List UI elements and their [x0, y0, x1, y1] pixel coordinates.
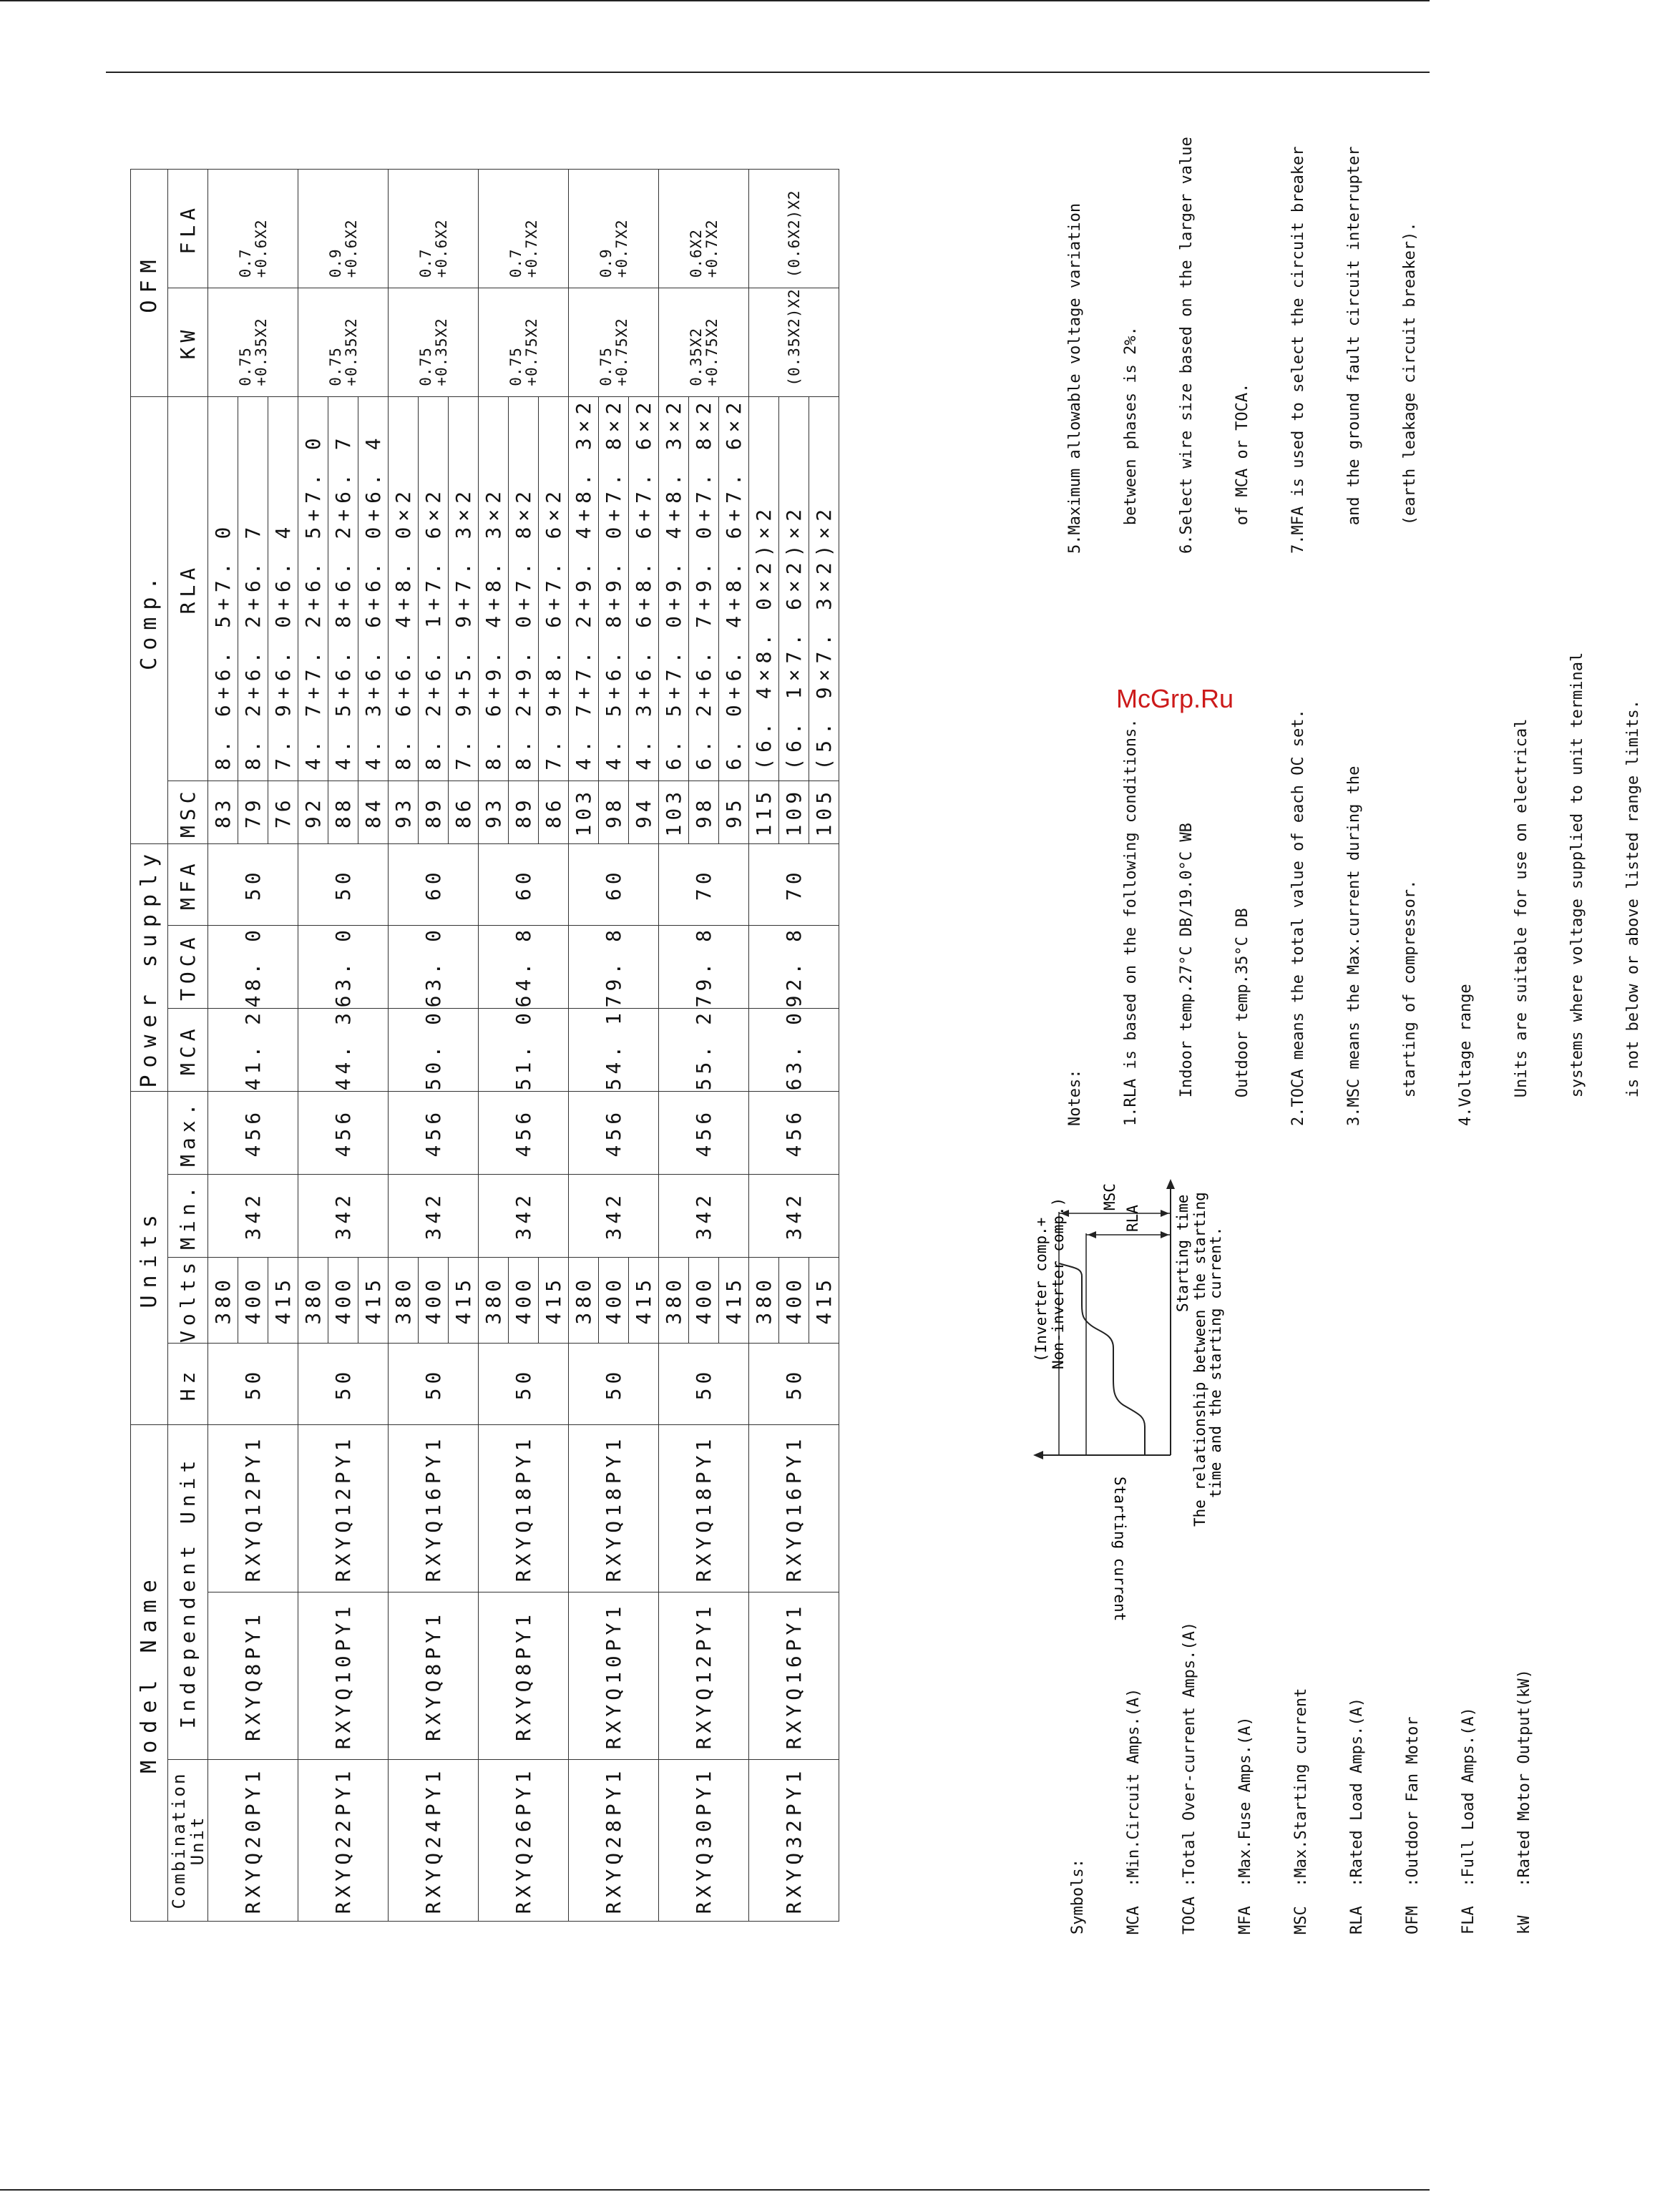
diagram-caption-1: The relationship between the starting	[1191, 1192, 1208, 1527]
volts-cell: 380	[389, 1257, 419, 1343]
rla-cell: 8. 2+9. 0+7. 8×2	[509, 396, 539, 781]
volts-cell: 415	[449, 1257, 479, 1343]
mfa-cell: 50	[208, 843, 298, 925]
notes-title: Notes:	[1066, 1069, 1084, 1126]
combination-unit-cell: RXYQ30PY1	[659, 1760, 749, 1922]
rla-cell: 8. 2+6. 1+7. 6×2	[419, 396, 449, 781]
table-row	[298, 170, 328, 1922]
electrical-data-table	[130, 169, 839, 1922]
independent-unit-1-cell: RXYQ8PY1	[208, 1592, 298, 1760]
symbol-fla: FLA :Full Load Amps.(A)	[1460, 1707, 1478, 1934]
rla-cell: (6. 4×8. 0×2)×2	[749, 396, 779, 781]
volts-cell: 415	[719, 1257, 749, 1343]
starting-current-diagram	[1030, 1148, 1224, 1622]
mfa-header: MFA	[168, 843, 208, 925]
rla-cell: 7. 9+8. 6+7. 6×2	[539, 396, 569, 781]
independent-unit-2-cell: RXYQ16PY1	[749, 1425, 839, 1592]
volts-cell: 380	[479, 1257, 509, 1343]
note-4: 4.Voltage range	[1457, 984, 1475, 1126]
note-3-cont: starting of compressor.	[1401, 879, 1419, 1126]
hz-cell: 50	[569, 1344, 659, 1425]
note-4-line-4: is not below or above listed range limits.	[1624, 699, 1642, 1126]
max-volts-cell: 456	[208, 1091, 298, 1174]
volts-cell: 415	[809, 1257, 839, 1343]
combination-unit-cell: RXYQ24PY1	[389, 1760, 479, 1922]
mfa-cell: 60	[389, 843, 479, 925]
mca-cell: 54. 1	[569, 1008, 659, 1091]
msc-cell: 93	[389, 781, 419, 843]
rla-cell: 7. 9+5. 9+7. 3×2	[449, 396, 479, 781]
hz-cell: 50	[298, 1344, 389, 1425]
toca-header: TOCA	[168, 925, 208, 1008]
hz-cell: 50	[208, 1344, 298, 1425]
hz-cell: 50	[749, 1344, 839, 1425]
mca-cell: 41. 2	[208, 1008, 298, 1091]
rla-arrow-icon	[1088, 1231, 1096, 1238]
volts-cell: 380	[569, 1257, 599, 1343]
msc-cell: 83	[208, 781, 238, 843]
x-axis-label: Starting time	[1174, 1194, 1191, 1312]
note-7-cont: and the ground fault circuit interrupter	[1345, 146, 1363, 554]
combination-unit-cell: RXYQ28PY1	[569, 1760, 659, 1922]
symbol-mca: MCA :Min.Circuit Amps.(A)	[1125, 1688, 1143, 1934]
note-7: 7.MFA is used to select the circuit breaker	[1289, 146, 1307, 554]
combination-unit-cell: RXYQ26PY1	[479, 1760, 569, 1922]
msc-cell: 95	[719, 781, 749, 843]
independent-unit-1-cell: RXYQ10PY1	[569, 1592, 659, 1760]
mfa-cell: 70	[659, 843, 749, 925]
min-volts-cell: 342	[479, 1174, 569, 1257]
msc-cell: 76	[268, 781, 298, 843]
independent-unit-header: Independent Unit	[168, 1425, 208, 1760]
volts-cell: 380	[749, 1257, 779, 1343]
inverter-label: (Inverter comp.+	[1032, 1217, 1050, 1362]
ofm-kw-cell: 0.75 +0.35X2	[298, 288, 389, 396]
power-supply-header: Power supply	[131, 843, 168, 1091]
independent-unit-2-cell: RXYQ18PY1	[479, 1425, 569, 1592]
note-6-cont: of MCA or TOCA.	[1234, 383, 1251, 554]
comp-header: Comp.	[131, 396, 168, 843]
ofm-kw-cell: 0.75 +0.35X2	[208, 288, 298, 396]
msc-cell: 103	[569, 781, 599, 843]
msc-cell: 115	[749, 781, 779, 843]
ofm-fla-cell: 0.9 +0.6X2	[298, 170, 389, 288]
volts-cell: 400	[419, 1257, 449, 1343]
ofm-header: OFM	[131, 170, 168, 396]
volts-cell: 380	[659, 1257, 689, 1343]
units-header: Units	[131, 1091, 168, 1424]
toca-cell: 63. 0	[389, 925, 479, 1008]
combination-unit-cell: RXYQ32PY1	[749, 1760, 839, 1922]
independent-unit-2-cell: RXYQ18PY1	[569, 1425, 659, 1592]
table-row	[479, 170, 509, 1922]
max-header: Max.	[168, 1091, 208, 1174]
min-header: Min.	[168, 1174, 208, 1257]
rla-arrow-bottom-icon	[1161, 1231, 1169, 1238]
watermark-logo: McGrp.Ru	[1116, 684, 1234, 713]
rla-header: RLA	[168, 396, 208, 781]
note-4-line-3: systems where voltage supplied to unit terminal	[1568, 652, 1586, 1126]
independent-unit-2-cell: RXYQ12PY1	[298, 1425, 389, 1592]
table-row	[569, 170, 599, 1922]
max-volts-cell: 456	[569, 1091, 659, 1174]
mca-cell: 44. 3	[298, 1008, 389, 1091]
symbols-legend	[1032, 1622, 1571, 1934]
msc-cell: 98	[689, 781, 719, 843]
volts-cell: 400	[689, 1257, 719, 1343]
max-volts-cell: 456	[659, 1091, 749, 1174]
rla-cell: 6. 2+6. 7+9. 0+7. 8×2	[689, 396, 719, 781]
rla-cell: 4. 3+6. 6+6. 0+6. 4	[358, 396, 389, 781]
ofm-kw-cell: 0.75 +0.75X2	[569, 288, 659, 396]
model-name-header: Model Name	[131, 1425, 168, 1922]
y-axis-label: Starting current	[1111, 1477, 1128, 1622]
volts-cell: 380	[208, 1257, 238, 1343]
min-volts-cell: 342	[749, 1174, 839, 1257]
rla-cell: 8. 6+9. 4+8. 3×2	[479, 396, 509, 781]
toca-cell: 92. 8	[749, 925, 839, 1008]
kw-header: KW	[168, 288, 208, 396]
volts-cell: 400	[238, 1257, 268, 1343]
volts-cell: 400	[779, 1257, 809, 1343]
msc-cell: 89	[419, 781, 449, 843]
y-axis-arrow-icon	[1033, 1451, 1043, 1459]
table-row	[749, 170, 779, 1922]
msc-arrow-bottom-icon	[1161, 1210, 1169, 1217]
symbol-kw: kW :Rated Motor Output(kW)	[1515, 1669, 1533, 1934]
toca-cell: 64. 8	[479, 925, 569, 1008]
toca-cell: 48. 0	[208, 925, 298, 1008]
max-volts-cell: 456	[389, 1091, 479, 1174]
volts-cell: 400	[328, 1257, 358, 1343]
symbol-mfa: MFA :Max.Fuse Amps.(A)	[1236, 1716, 1254, 1934]
rla-cell: 8. 2+6. 2+6. 7	[238, 396, 268, 781]
rla-cell: 7. 9+6. 0+6. 4	[268, 396, 298, 781]
volts-cell: 415	[539, 1257, 569, 1343]
symbol-ofm: OFM :Outdoor Fan Motor	[1404, 1716, 1422, 1934]
msc-cell: 93	[479, 781, 509, 843]
independent-unit-2-cell: RXYQ18PY1	[659, 1425, 749, 1592]
current-curve	[1082, 1276, 1145, 1455]
combination-unit-cell: RXYQ22PY1	[298, 1760, 389, 1922]
volts-cell: 415	[629, 1257, 659, 1343]
max-volts-cell: 456	[298, 1091, 389, 1174]
msc-label: MSC	[1101, 1183, 1118, 1210]
ofm-kw-cell: 0.75 +0.75X2	[479, 288, 569, 396]
hz-cell: 50	[479, 1344, 569, 1425]
rla-cell: 4. 5+6. 8+6. 2+6. 7	[328, 396, 358, 781]
ofm-fla-cell: (0.6X2)X2	[749, 170, 839, 288]
min-volts-cell: 342	[389, 1174, 479, 1257]
table-body	[208, 170, 839, 1922]
ofm-kw-cell: (0.35X2)X2	[749, 288, 839, 396]
msc-cell: 79	[238, 781, 268, 843]
mfa-cell: 60	[479, 843, 569, 925]
rla-cell: 4. 7+7. 2+6. 5+7. 0	[298, 396, 328, 781]
note-1-indoor: Indoor temp.27°C DB/19.0°C WB	[1178, 823, 1196, 1126]
mca-cell: 51. 0	[479, 1008, 569, 1091]
fla-header: FLA	[168, 170, 208, 288]
ofm-kw-cell: 0.75 +0.35X2	[389, 288, 479, 396]
msc-cell: 86	[539, 781, 569, 843]
hz-cell: 50	[389, 1344, 479, 1425]
combination-unit-header: Combination Unit	[168, 1760, 208, 1922]
rla-cell: 4. 7+7. 2+9. 4+8. 3×2	[569, 396, 599, 781]
ofm-fla-cell: 0.7 +0.6X2	[389, 170, 479, 288]
independent-unit-2-cell: RXYQ16PY1	[389, 1425, 479, 1592]
min-volts-cell: 342	[569, 1174, 659, 1257]
ofm-fla-cell: 0.7 +0.6X2	[208, 170, 298, 288]
rla-cell: 4. 5+6. 8+9. 0+7. 8×2	[599, 396, 629, 781]
independent-unit-1-cell: RXYQ10PY1	[298, 1592, 389, 1760]
msc-cell: 105	[809, 781, 839, 843]
rla-cell: (6. 1×7. 6×2)×2	[779, 396, 809, 781]
mca-cell: 63. 0	[749, 1008, 839, 1091]
symbol-msc: MSC :Max.Starting current	[1292, 1688, 1310, 1934]
rla-cell: 6. 0+6. 4+8. 6+7. 6×2	[719, 396, 749, 781]
combination-unit-cell: RXYQ20PY1	[208, 1760, 298, 1922]
notes-block-2	[1029, 137, 1457, 554]
note-7-cont-2: (earth leakage circuit breaker).	[1401, 222, 1419, 554]
rla-label: RLA	[1124, 1205, 1141, 1232]
notes-block	[1029, 652, 1680, 1126]
note-2: 2.TOCA means the total value of each OC set.	[1289, 709, 1307, 1126]
msc-cell: 89	[509, 781, 539, 843]
mfa-cell: 50	[298, 843, 389, 925]
table-row	[389, 170, 419, 1922]
ofm-fla-cell: 0.9 +0.7X2	[569, 170, 659, 288]
toca-cell: 63. 0	[298, 925, 389, 1008]
note-4-line-2: Units are suitable for use on electrical	[1513, 718, 1530, 1126]
rla-cell: 6. 5+7. 0+9. 4+8. 3×2	[659, 396, 689, 781]
min-volts-cell: 342	[298, 1174, 389, 1257]
hz-cell: 50	[659, 1344, 749, 1425]
rla-cell: (5. 9×7. 3×2)×2	[809, 396, 839, 781]
note-6: 6.Select wire size based on the larger value	[1178, 137, 1196, 554]
note-1-outdoor: Outdoor temp.35°C DB	[1234, 908, 1251, 1126]
msc-cell: 98	[599, 781, 629, 843]
mca-header: MCA	[168, 1008, 208, 1091]
msc-header: MSC	[168, 781, 208, 843]
msc-cell: 86	[449, 781, 479, 843]
msc-cell: 103	[659, 781, 689, 843]
x-axis-arrow-icon	[1166, 1179, 1175, 1189]
independent-unit-2-cell: RXYQ12PY1	[208, 1425, 298, 1592]
mfa-cell: 70	[749, 843, 839, 925]
note-5-cont: between phases is 2%.	[1122, 326, 1140, 554]
msc-cell: 109	[779, 781, 809, 843]
max-volts-cell: 456	[749, 1091, 839, 1174]
non-inverter-label: Non-inverter comp.)	[1050, 1197, 1067, 1369]
volts-cell: 380	[298, 1257, 328, 1343]
ofm-kw-cell: 0.35X2 +0.75X2	[659, 288, 749, 396]
mca-cell: 55. 2	[659, 1008, 749, 1091]
volts-cell: 400	[599, 1257, 629, 1343]
ofm-fla-cell: 0.7 +0.7X2	[479, 170, 569, 288]
min-volts-cell: 342	[208, 1174, 298, 1257]
mfa-cell: 60	[569, 843, 659, 925]
symbols-title: Symbols:	[1069, 1859, 1087, 1934]
volts-cell: 400	[509, 1257, 539, 1343]
independent-unit-1-cell: RXYQ8PY1	[389, 1592, 479, 1760]
volts-cell: 415	[268, 1257, 298, 1343]
msc-cell: 88	[328, 781, 358, 843]
note-5: 5.Maximum allowable voltage variation	[1066, 202, 1084, 554]
symbol-rla: RLA :Rated Load Amps.(A)	[1348, 1697, 1366, 1934]
independent-unit-1-cell: RXYQ8PY1	[479, 1592, 569, 1760]
independent-unit-1-cell: RXYQ16PY1	[749, 1592, 839, 1760]
note-1: 1.RLA is based on the following conditions.	[1122, 718, 1140, 1126]
ofm-fla-cell: 0.6X2 +0.7X2	[659, 170, 749, 288]
diagram-caption-2: time and the starting current.	[1207, 1226, 1224, 1498]
msc-cell: 94	[629, 781, 659, 843]
table-row	[208, 170, 238, 1922]
hz-header: Hz	[168, 1344, 208, 1425]
volts-cell: 415	[358, 1257, 389, 1343]
max-volts-cell: 456	[479, 1091, 569, 1174]
symbol-toca: TOCA :Total Over-current Amps.(A)	[1181, 1621, 1198, 1934]
min-volts-cell: 342	[659, 1174, 749, 1257]
table-row	[659, 170, 689, 1922]
rla-cell: 4. 3+6. 6+8. 6+7. 6×2	[629, 396, 659, 781]
toca-cell: 79. 8	[659, 925, 749, 1008]
msc-cell: 92	[298, 781, 328, 843]
rla-cell: 8. 6+6. 5+7. 0	[208, 396, 238, 781]
volts-header: Volts	[168, 1257, 208, 1343]
independent-unit-1-cell: RXYQ12PY1	[659, 1592, 749, 1760]
note-3: 3.MSC means the Max.current during the	[1345, 765, 1363, 1126]
toca-cell: 79. 8	[569, 925, 659, 1008]
mca-cell: 50. 0	[389, 1008, 479, 1091]
rla-cell: 8. 6+6. 4+8. 0×2	[389, 396, 419, 781]
msc-cell: 84	[358, 781, 389, 843]
